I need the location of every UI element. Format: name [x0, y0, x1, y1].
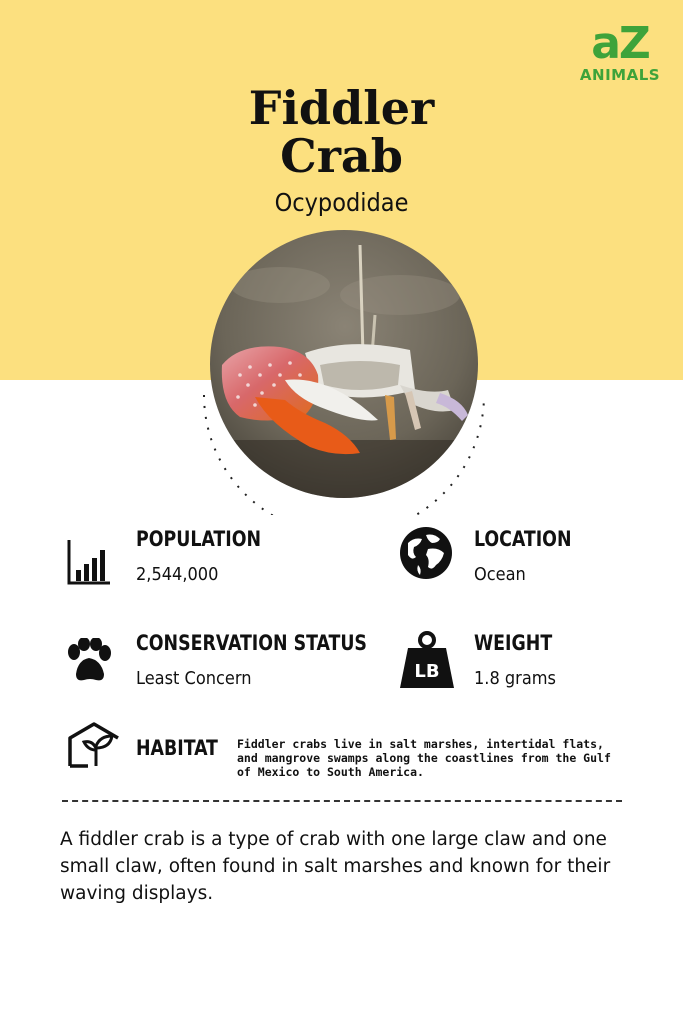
population-label: POPULATION [136, 527, 262, 551]
title-line-1: Fiddler [248, 81, 435, 135]
animal-photo [200, 225, 490, 515]
bar-chart-icon [66, 538, 112, 586]
crab-photo-illustration [200, 225, 490, 515]
section-divider [62, 800, 622, 802]
conservation-value: Least Concern [136, 668, 252, 689]
az-animals-logo[interactable] [578, 18, 662, 86]
habitat-description: Fiddler crabs live in salt marshes, intertidal flats, and mangrove swamps along the coastlines from the Gulf of Mexico to South America. [237, 737, 611, 779]
conservation-label: CONSERVATION STATUS [136, 631, 367, 655]
globe-icon [398, 525, 454, 581]
weight-label: WEIGHT [474, 631, 553, 655]
location-value: Ocean [474, 564, 526, 585]
house-plant-icon [66, 720, 122, 768]
logo-mark: aZ [591, 18, 649, 69]
summary-paragraph: A fiddler crab is a type of crab with one large claw and one small claw, often found in salt marshes and known for their waving displays. [60, 829, 611, 904]
habitat-label: HABITAT [136, 736, 218, 760]
population-value: 2,544,000 [136, 564, 219, 585]
logo-wordmark: ANIMALS [579, 66, 661, 84]
title-line-2: Crab [280, 129, 403, 183]
weight-lb-icon [398, 630, 456, 690]
location-label: LOCATION [474, 527, 572, 551]
scientific-name: Ocypodidae [274, 188, 409, 217]
weight-value: 1.8 grams [474, 668, 556, 689]
svg-text:LB: LB [414, 661, 440, 682]
page-title [0, 81, 683, 183]
paw-print-icon [64, 638, 112, 684]
